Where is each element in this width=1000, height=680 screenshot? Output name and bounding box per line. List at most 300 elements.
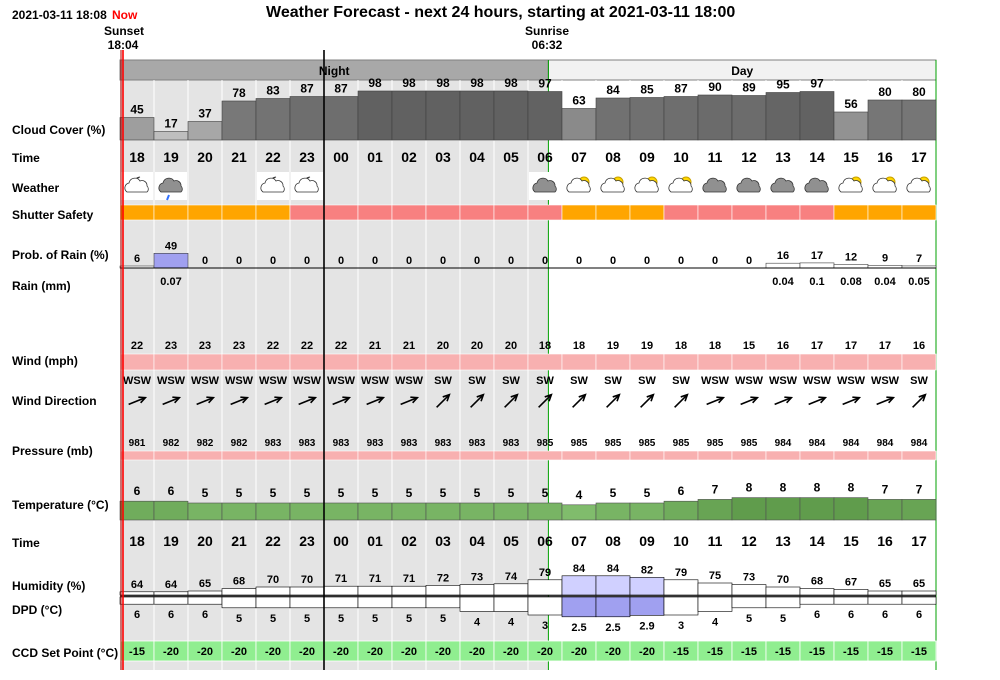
ccd-value: -15 xyxy=(129,646,145,658)
temperature-value: 5 xyxy=(235,486,243,500)
label-wind: Wind (mph) xyxy=(12,354,78,368)
cloud-cover-value: 97 xyxy=(538,76,552,91)
label-time: Time xyxy=(12,151,40,165)
rain-probability-value: 0 xyxy=(711,255,719,267)
wind-speed-value: 17 xyxy=(878,340,892,352)
pressure-bar xyxy=(494,451,528,460)
wind-speed-value: 16 xyxy=(912,340,926,352)
pressure-bar xyxy=(630,451,664,460)
pressure-bar xyxy=(596,451,630,460)
cloud-cover-value: 98 xyxy=(436,76,450,90)
humidity-value: 72 xyxy=(436,572,450,585)
time-label-2: 18 xyxy=(129,533,145,549)
wind-speed-value: 19 xyxy=(606,340,620,352)
rain-probability-value: 0 xyxy=(235,255,243,267)
wind-bar xyxy=(494,354,528,370)
label-cloud-cover: Cloud Cover (%) xyxy=(12,123,106,137)
dpd-value: 3 xyxy=(541,620,549,632)
humidity-value: 68 xyxy=(810,575,824,588)
wind-bar xyxy=(800,354,834,370)
cloud-cover-bar xyxy=(154,132,188,141)
wind-direction-label: WSW xyxy=(734,375,764,387)
temperature-bar xyxy=(392,503,426,520)
time-label: 02 xyxy=(401,149,417,165)
temperature-value: 7 xyxy=(711,482,719,497)
shutter-safety-cell xyxy=(154,205,188,220)
ccd-value: -20 xyxy=(367,646,383,658)
dpd-value: 6 xyxy=(133,609,141,622)
cloud-cover-bar xyxy=(120,118,154,141)
temperature-bar xyxy=(562,505,596,520)
wind-speed-value: 22 xyxy=(334,340,348,352)
dpd-value: 5 xyxy=(337,612,345,625)
time-label-2: 07 xyxy=(571,533,587,549)
rain-probability-value: 0 xyxy=(269,255,277,267)
pressure-value: 983 xyxy=(366,438,384,449)
wind-direction-label: WSW xyxy=(156,375,186,387)
wind-speed-value: 18 xyxy=(572,340,586,352)
cloud-cover-value: 56 xyxy=(844,97,858,111)
temperature-bar xyxy=(766,498,800,520)
wind-speed-value: 17 xyxy=(810,340,824,352)
wind-bar xyxy=(766,354,800,370)
cloud-cover-bar xyxy=(460,91,494,140)
humidity-value: 79 xyxy=(538,566,552,579)
pressure-value: 984 xyxy=(774,438,792,449)
wind-direction-label: SW xyxy=(672,375,690,387)
time-label-2: 20 xyxy=(197,533,213,549)
day-label: Day xyxy=(731,64,754,78)
dpd-bar xyxy=(698,597,732,611)
pressure-bar xyxy=(562,451,596,460)
wind-bar xyxy=(834,354,868,370)
shutter-safety-cell xyxy=(630,205,664,220)
cloud-cover-value: 87 xyxy=(300,81,314,96)
ccd-value: -20 xyxy=(401,646,417,658)
sunrise-time: 06:32 xyxy=(531,38,563,52)
temperature-bar xyxy=(698,499,732,520)
time-label: 06 xyxy=(537,149,553,165)
dpd-bar xyxy=(154,597,188,604)
cloud-cover-bar xyxy=(698,95,732,140)
cloud-cover-value: 95 xyxy=(776,77,790,92)
rain-mm-value: 0.04 xyxy=(874,276,896,288)
rain-probability-value: 0 xyxy=(745,255,753,267)
rain-mm-value: 0.04 xyxy=(772,276,794,288)
humidity-value: 71 xyxy=(368,573,382,586)
shutter-safety-cell xyxy=(426,205,460,220)
rain-probability-value: 0 xyxy=(643,255,651,267)
time-label: 03 xyxy=(435,149,451,165)
temperature-bar xyxy=(732,498,766,520)
label-time-2: Time xyxy=(12,536,40,550)
shutter-safety-cell xyxy=(698,205,732,220)
pressure-value: 985 xyxy=(638,438,656,449)
pressure-bar xyxy=(868,451,902,460)
humidity-value: 67 xyxy=(844,576,858,589)
time-label: 05 xyxy=(503,149,519,165)
time-label: 18 xyxy=(129,149,145,165)
time-label-2: 00 xyxy=(333,533,349,549)
time-label-2: 13 xyxy=(775,533,791,549)
sunset-label: Sunset xyxy=(104,24,145,38)
pressure-bar xyxy=(154,451,188,460)
rain-probability-value: 6 xyxy=(133,253,141,265)
wind-bar xyxy=(460,354,494,370)
label-prob-rain: Prob. of Rain (%) xyxy=(12,248,109,262)
dpd-bar xyxy=(902,597,936,604)
shutter-safety-cell xyxy=(834,205,868,220)
temperature-bar xyxy=(188,503,222,520)
wind-speed-value: 20 xyxy=(470,340,484,352)
wind-direction-label: SW xyxy=(468,375,486,387)
humidity-value: 65 xyxy=(912,578,926,590)
cloud-cover-value: 85 xyxy=(640,82,654,97)
pressure-value: 982 xyxy=(162,438,180,449)
shutter-safety-cell xyxy=(256,205,290,220)
humidity-value: 65 xyxy=(878,578,892,590)
cloud-cover-value: 45 xyxy=(130,102,144,117)
time-label: 07 xyxy=(571,149,587,165)
rain-mm-value: 0.05 xyxy=(908,276,930,288)
time-label: 08 xyxy=(605,149,621,165)
shutter-safety-cell xyxy=(528,205,562,220)
shutter-safety-cell xyxy=(494,205,528,220)
shutter-safety-cell xyxy=(290,205,324,220)
cloud-cover-bar xyxy=(256,99,290,141)
label-wind-direction: Wind Direction xyxy=(12,394,97,408)
time-label-2: 19 xyxy=(163,533,179,549)
rain-probability-value: 0 xyxy=(507,255,515,267)
time-label: 10 xyxy=(673,149,689,165)
time-label: 15 xyxy=(843,149,859,165)
pressure-value: 982 xyxy=(196,438,214,449)
label-ccd: CCD Set Point (°C) xyxy=(12,646,119,660)
rain-probability-value: 0 xyxy=(201,255,209,267)
wind-direction-label: WSW xyxy=(258,375,288,387)
cloud-cover-value: 87 xyxy=(674,81,688,96)
wind-bar xyxy=(698,354,732,370)
time-label-2: 08 xyxy=(605,533,621,549)
page-title: Weather Forecast - next 24 hours, starting at 2021-03-11 18:00 xyxy=(266,4,736,21)
time-label: 22 xyxy=(265,149,281,165)
ccd-value: -20 xyxy=(503,646,519,658)
time-label-2: 06 xyxy=(537,533,553,549)
dpd-bar xyxy=(596,597,630,617)
shutter-safety-cell xyxy=(324,205,358,220)
sunset-time: 18:04 xyxy=(107,38,139,52)
ccd-value: -20 xyxy=(639,646,655,658)
time-label: 17 xyxy=(911,149,927,165)
pressure-bar xyxy=(188,451,222,460)
temperature-bar xyxy=(664,501,698,520)
time-label: 11 xyxy=(707,149,723,165)
now-label: Now xyxy=(112,8,138,22)
temperature-value: 5 xyxy=(371,486,379,500)
dpd-value: 5 xyxy=(405,612,413,625)
temperature-value: 8 xyxy=(745,480,753,495)
rain-probability-value: 0 xyxy=(371,255,379,267)
pressure-value: 983 xyxy=(400,438,418,449)
rain-mm-value: 0.07 xyxy=(160,276,182,288)
ccd-value: -15 xyxy=(741,646,757,658)
cloud-cover-bar xyxy=(664,97,698,141)
cloud-cover-value: 80 xyxy=(878,85,892,99)
time-label: 19 xyxy=(163,149,179,165)
rain-probability-value: 0 xyxy=(677,255,685,267)
wind-direction-label: WSW xyxy=(394,375,424,387)
ccd-value: -15 xyxy=(707,646,723,658)
rain-probability-bar xyxy=(800,263,834,268)
pressure-value: 985 xyxy=(706,438,724,449)
ccd-value: -20 xyxy=(571,646,587,658)
dpd-bar xyxy=(494,597,528,611)
rain-probability-value: 0 xyxy=(575,255,583,267)
rain-probability-value: 0 xyxy=(609,255,617,267)
wind-direction-label: WSW xyxy=(802,375,832,387)
humidity-bar xyxy=(562,576,596,595)
dpd-value: 4 xyxy=(507,616,515,629)
label-weather: Weather xyxy=(12,181,60,195)
time-label-2: 16 xyxy=(877,533,893,549)
wind-bar xyxy=(358,354,392,370)
humidity-bar xyxy=(154,592,188,595)
temperature-value: 5 xyxy=(473,486,481,500)
cloud-cover-value: 98 xyxy=(504,76,518,90)
time-label-2: 17 xyxy=(911,533,927,549)
humidity-value: 74 xyxy=(504,570,518,583)
shutter-safety-cell xyxy=(596,205,630,220)
temperature-value: 6 xyxy=(677,484,685,499)
pressure-bar xyxy=(664,451,698,460)
humidity-bar xyxy=(392,586,426,595)
rain-probability-value: 7 xyxy=(915,252,923,265)
time-label-2: 05 xyxy=(503,533,519,549)
temperature-value: 8 xyxy=(779,480,787,495)
ccd-value: -15 xyxy=(673,646,689,658)
temperature-bar xyxy=(222,503,256,520)
ccd-value: -15 xyxy=(911,646,927,658)
time-label-2: 01 xyxy=(367,533,383,549)
wind-speed-value: 21 xyxy=(368,340,382,352)
pressure-bar xyxy=(256,451,290,460)
temperature-value: 8 xyxy=(813,480,821,495)
pressure-bar xyxy=(392,451,426,460)
time-label-2: 21 xyxy=(231,533,247,549)
time-label: 01 xyxy=(367,149,383,165)
pressure-value: 983 xyxy=(332,438,350,449)
dpd-bar xyxy=(732,597,766,608)
cloud-cover-value: 37 xyxy=(198,106,212,121)
cloud-cover-bar xyxy=(528,92,562,141)
temperature-value: 5 xyxy=(269,486,277,500)
pressure-bar xyxy=(358,451,392,460)
temperature-value: 8 xyxy=(847,480,855,495)
temperature-value: 5 xyxy=(337,486,345,500)
time-label-2: 04 xyxy=(469,533,485,549)
temperature-bar xyxy=(494,503,528,520)
temperature-value: 5 xyxy=(643,486,651,500)
humidity-bar xyxy=(732,585,766,595)
ccd-value: -20 xyxy=(605,646,621,658)
wind-direction-label: WSW xyxy=(836,375,866,387)
wind-direction-label: SW xyxy=(910,375,928,387)
rain-probability-value: 0 xyxy=(405,255,413,267)
wind-bar xyxy=(630,354,664,370)
wind-bar xyxy=(324,354,358,370)
cloud-cover-bar xyxy=(732,96,766,141)
wind-bar xyxy=(392,354,426,370)
wind-speed-value: 15 xyxy=(742,340,756,352)
humidity-bar xyxy=(528,580,562,595)
dpd-bar xyxy=(766,597,800,608)
cloud-cover-bar xyxy=(868,100,902,140)
wind-speed-value: 17 xyxy=(844,340,858,352)
temperature-bar xyxy=(324,503,358,520)
humidity-bar xyxy=(596,576,630,595)
wind-speed-value: 23 xyxy=(198,340,212,352)
temperature-value: 5 xyxy=(609,486,617,500)
humidity-bar xyxy=(902,591,936,595)
wind-direction-label: SW xyxy=(536,375,554,387)
wind-direction-label: WSW xyxy=(292,375,322,387)
dpd-value: 6 xyxy=(813,609,821,622)
pressure-bar xyxy=(528,451,562,460)
cloud-cover-bar xyxy=(324,97,358,141)
time-label: 00 xyxy=(333,149,349,165)
wind-direction-label: WSW xyxy=(122,375,152,387)
wind-direction-label: WSW xyxy=(224,375,254,387)
dpd-bar xyxy=(834,597,868,604)
shutter-safety-cell xyxy=(766,205,800,220)
pressure-value: 985 xyxy=(604,438,622,449)
humidity-bar xyxy=(494,584,528,595)
cloud-cover-value: 87 xyxy=(334,81,348,96)
wind-bar xyxy=(188,354,222,370)
shutter-safety-cell xyxy=(460,205,494,220)
humidity-value: 73 xyxy=(470,571,484,584)
ccd-value: -20 xyxy=(231,646,247,658)
temperature-value: 5 xyxy=(405,486,413,500)
label-temperature: Temperature (°C) xyxy=(12,498,109,512)
cloud-cover-bar xyxy=(562,109,596,141)
rain-mm-value: 0.1 xyxy=(809,276,825,288)
cloud-cover-bar xyxy=(834,112,868,140)
humidity-value: 75 xyxy=(708,570,722,582)
time-label: 13 xyxy=(775,149,791,165)
cloud-cover-bar xyxy=(800,92,834,141)
wind-direction-label: SW xyxy=(604,375,622,387)
pressure-value: 984 xyxy=(808,438,826,449)
dpd-bar xyxy=(222,597,256,608)
humidity-bar xyxy=(800,589,834,595)
cloud-cover-bar xyxy=(494,91,528,140)
ccd-value: -20 xyxy=(265,646,281,658)
humidity-bar xyxy=(120,592,154,595)
shutter-safety-cell xyxy=(358,205,392,220)
shutter-safety-cell xyxy=(732,205,766,220)
wind-bar xyxy=(290,354,324,370)
pressure-value: 984 xyxy=(876,438,894,449)
cloud-cover-bar xyxy=(392,91,426,140)
timestamp: 2021-03-11 18:08 xyxy=(12,8,107,22)
time-label: 12 xyxy=(741,149,757,165)
cloud-cover-bar xyxy=(426,91,460,140)
dpd-value: 2.9 xyxy=(639,620,655,633)
wind-speed-value: 22 xyxy=(266,340,280,352)
ccd-value: -15 xyxy=(809,646,825,658)
dpd-bar xyxy=(562,597,596,617)
wind-bar xyxy=(528,354,562,370)
cloud-cover-value: 98 xyxy=(470,76,484,90)
dpd-bar xyxy=(426,597,460,608)
dpd-bar xyxy=(358,597,392,608)
cloud-cover-value: 89 xyxy=(742,80,756,95)
cloud-cover-bar xyxy=(596,98,630,140)
dpd-value: 5 xyxy=(371,612,379,625)
pressure-bar xyxy=(222,451,256,460)
temperature-value: 5 xyxy=(541,486,549,500)
dpd-value: 3 xyxy=(677,620,685,632)
wind-bar xyxy=(868,354,902,370)
dpd-value: 5 xyxy=(439,612,447,625)
pressure-value: 985 xyxy=(570,438,588,449)
wind-direction-label: WSW xyxy=(326,375,356,387)
ccd-value: -20 xyxy=(435,646,451,658)
wind-direction-label: WSW xyxy=(190,375,220,387)
humidity-value: 84 xyxy=(606,562,620,575)
temperature-value: 5 xyxy=(439,486,447,500)
ccd-value: -20 xyxy=(333,646,349,658)
time-label: 21 xyxy=(231,149,247,165)
wind-direction-label: WSW xyxy=(768,375,798,387)
rain-probability-value: 9 xyxy=(881,252,889,265)
temperature-bar xyxy=(256,503,290,520)
wind-bar xyxy=(562,354,596,370)
sunrise-label: Sunrise xyxy=(524,24,569,38)
cloud-cover-value: 17 xyxy=(164,116,178,131)
wind-bar xyxy=(902,354,936,370)
pressure-bar xyxy=(902,451,936,460)
pressure-value: 983 xyxy=(468,438,486,449)
pressure-value: 985 xyxy=(536,438,554,449)
cloud-cover-bar xyxy=(766,93,800,141)
rain-probability-value: 12 xyxy=(844,251,858,264)
time-label-2: 22 xyxy=(265,533,281,549)
rain-probability-bar xyxy=(766,263,800,268)
dpd-value: 6 xyxy=(881,609,889,622)
dpd-value: 5 xyxy=(269,612,277,625)
temperature-bar xyxy=(528,503,562,520)
wind-direction-label: WSW xyxy=(700,375,730,387)
cloud-cover-bar xyxy=(902,100,936,140)
temperature-bar xyxy=(596,503,630,520)
wind-direction-label: SW xyxy=(434,375,452,387)
wind-direction-label: WSW xyxy=(360,375,390,387)
rain-probability-bar xyxy=(834,264,868,268)
humidity-bar xyxy=(630,577,664,595)
humidity-bar xyxy=(868,591,902,595)
temperature-value: 5 xyxy=(201,486,209,500)
wind-direction-label: SW xyxy=(570,375,588,387)
wind-speed-value: 19 xyxy=(640,340,654,352)
temperature-value: 5 xyxy=(303,486,311,500)
wind-bar xyxy=(426,354,460,370)
cloud-cover-value: 98 xyxy=(368,76,382,90)
humidity-value: 64 xyxy=(130,578,144,591)
wind-speed-value: 16 xyxy=(776,340,790,352)
label-humidity: Humidity (%) xyxy=(12,579,86,593)
